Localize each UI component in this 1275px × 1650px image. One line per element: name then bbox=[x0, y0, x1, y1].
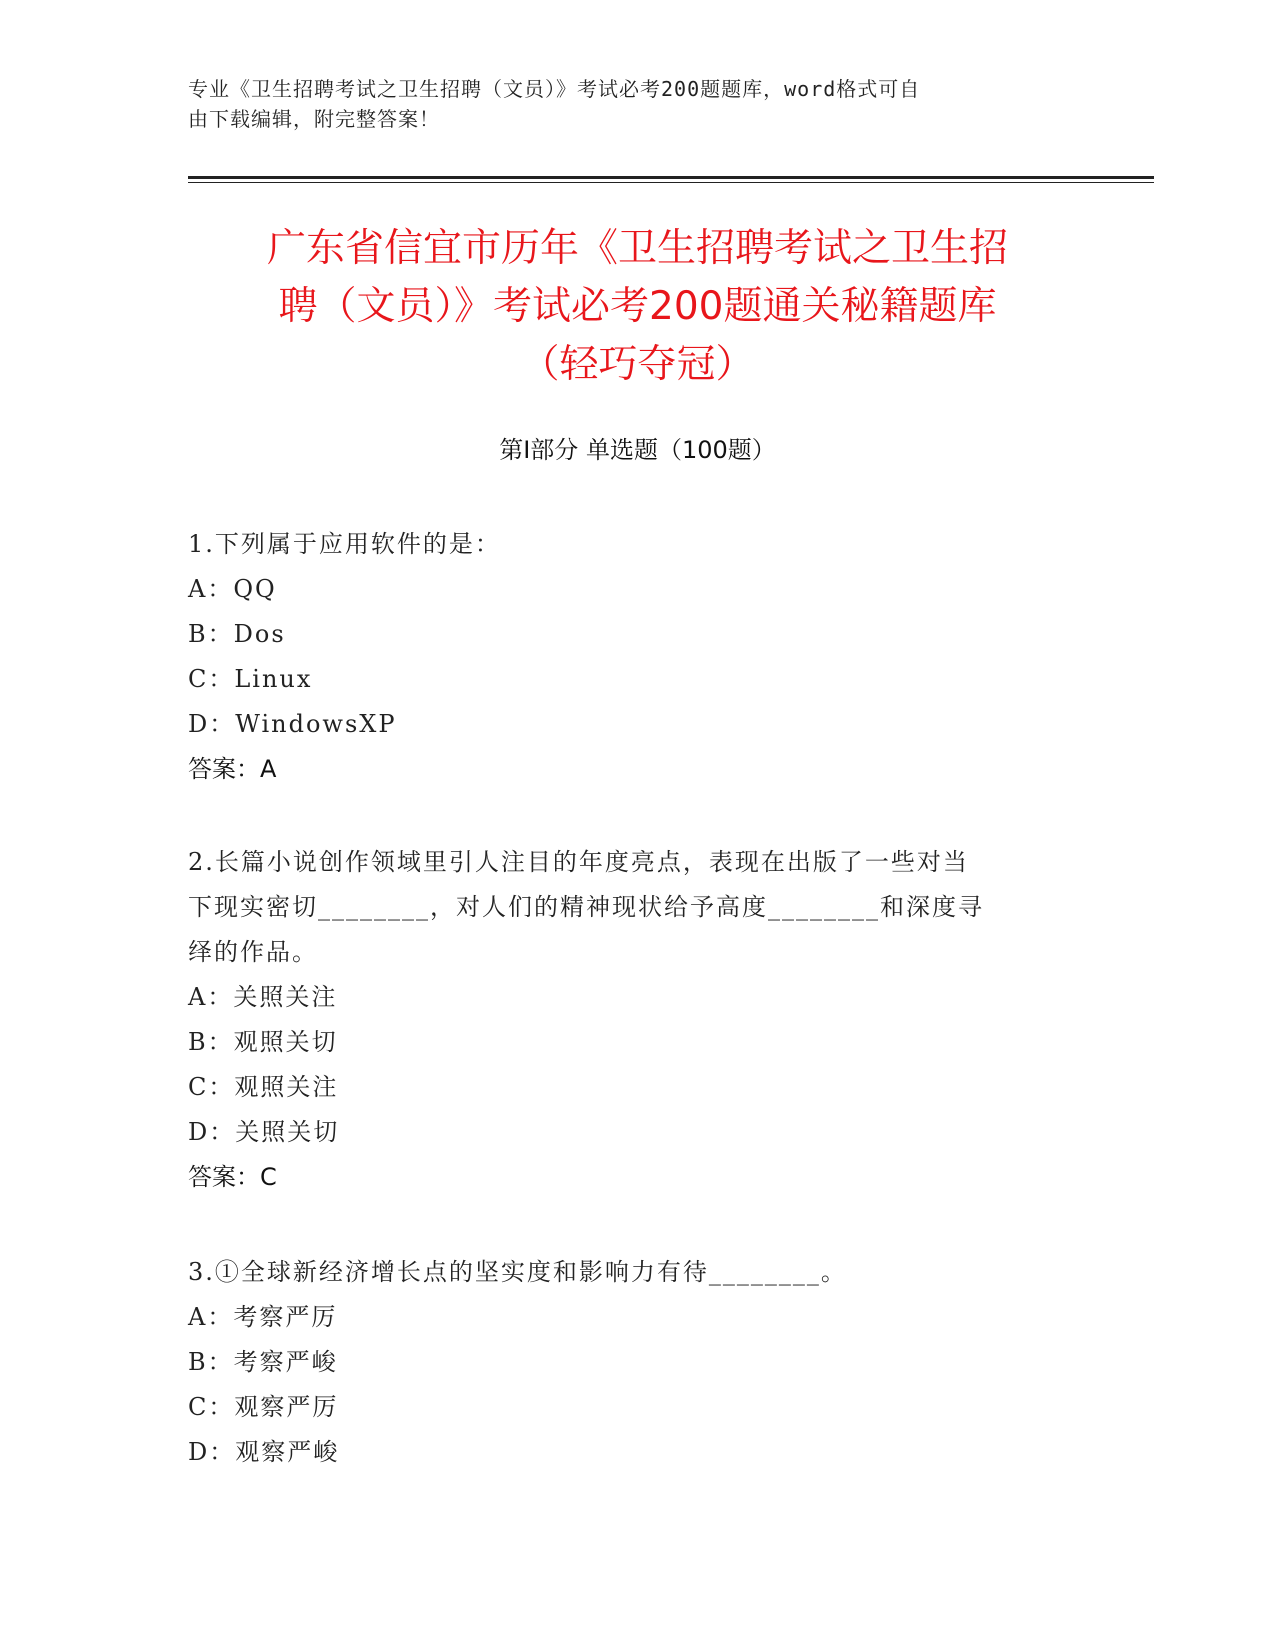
option-d: D：WindowsXP bbox=[188, 710, 397, 738]
answer: 答案：A bbox=[188, 755, 277, 783]
option-d: D：关照关切 bbox=[188, 1118, 340, 1146]
option-b: B：Dos bbox=[188, 620, 286, 648]
option-b: B：考察严峻 bbox=[188, 1348, 338, 1376]
answer: 答案：C bbox=[188, 1163, 277, 1191]
title-line-3: （轻巧夺冠） bbox=[520, 342, 755, 387]
question-stem-line: 2.长篇小说创作领域里引人注目的年度亮点，表现在出版了一些对当 bbox=[188, 848, 969, 876]
title-line-2: 聘（文员）》考试必考200题通关秘籍题库 bbox=[278, 284, 997, 329]
question-stem-line: 绎的作品。 bbox=[188, 938, 318, 966]
header-note-line-2: 由下载编辑，附完整答案！ bbox=[188, 107, 440, 131]
option-b: B：观照关切 bbox=[188, 1028, 338, 1056]
option-c: C：观察严厉 bbox=[188, 1393, 339, 1421]
question-stem-line: 1.下列属于应用软件的是： bbox=[188, 530, 501, 558]
option-c: C：Linux bbox=[188, 665, 313, 693]
question-stem-line: 3.①全球新经济增长点的坚实度和影响力有待________。 bbox=[188, 1258, 847, 1286]
section-heading: 第Ⅰ部分 单选题（100题） bbox=[499, 436, 776, 464]
question-2 bbox=[188, 840, 1088, 1200]
header-note-line-1: 专业《卫生招聘考试之卫生招聘（文员）》考试必考200题题库，word格式可自 bbox=[188, 77, 921, 101]
document-title bbox=[180, 220, 1095, 394]
header-rule-thin bbox=[188, 182, 1154, 183]
option-a: A：QQ bbox=[188, 575, 277, 603]
option-d: D：观察严峻 bbox=[188, 1438, 340, 1466]
option-c: C：观照关注 bbox=[188, 1073, 339, 1101]
option-a: A：考察严厉 bbox=[188, 1303, 338, 1331]
title-line-1: 广东省信宜市历年《卫生招聘考试之卫生招 bbox=[266, 226, 1008, 271]
option-a: A：关照关注 bbox=[188, 983, 338, 1011]
header-rule-thick bbox=[188, 176, 1154, 179]
question-1 bbox=[188, 522, 1088, 792]
question-3 bbox=[188, 1250, 1088, 1475]
header-note bbox=[188, 74, 1088, 134]
question-stem-line: 下现实密切________，对人们的精神现状给予高度________和深度寻 bbox=[188, 893, 984, 921]
